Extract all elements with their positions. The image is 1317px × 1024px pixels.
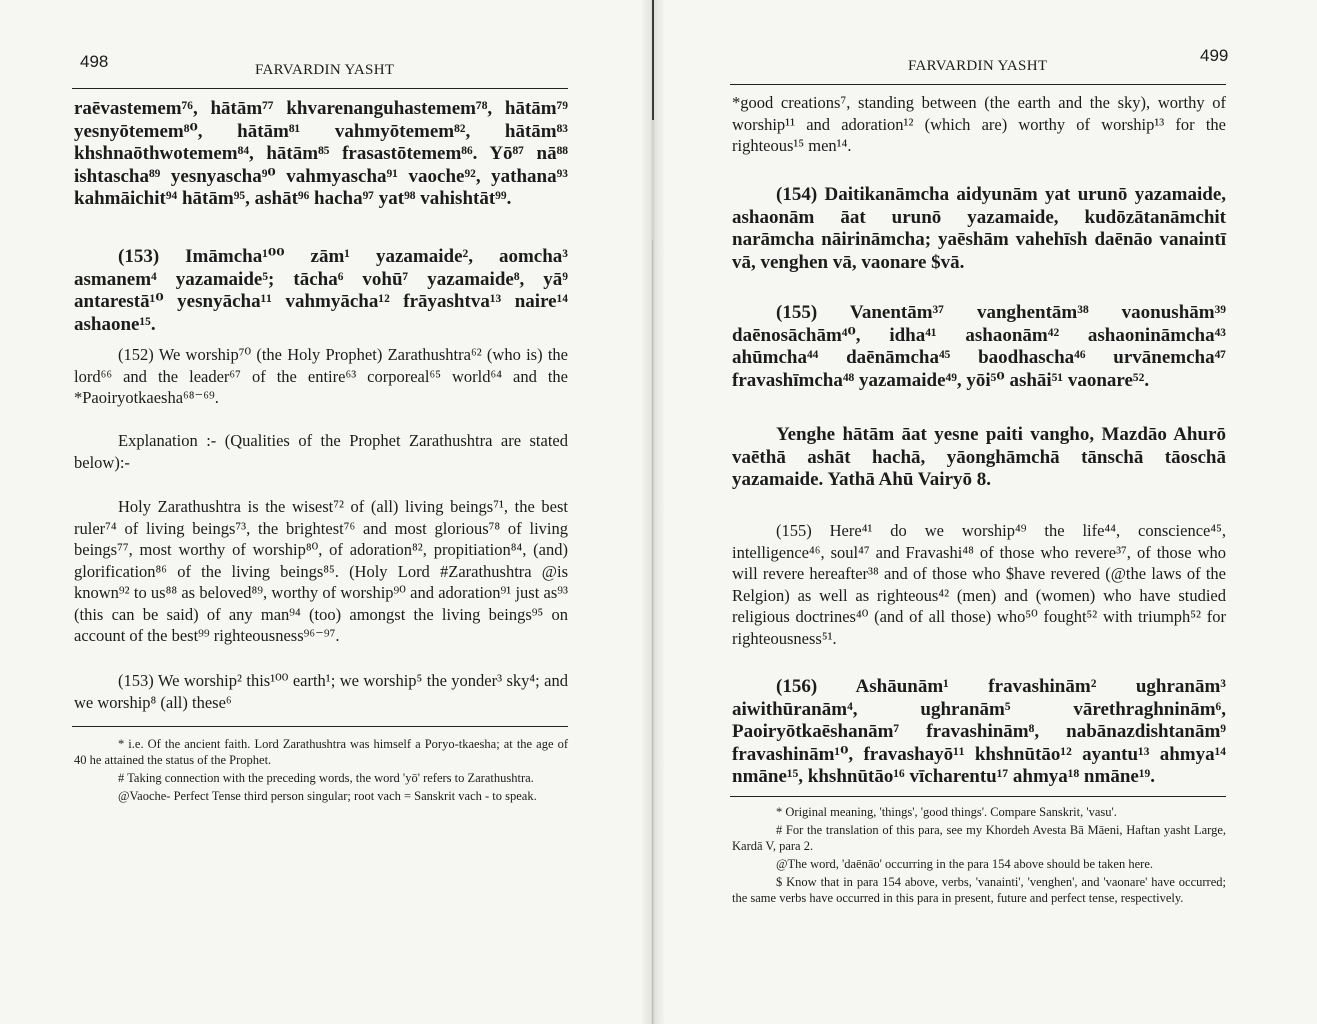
footnote-rule-left [72,726,568,727]
translation-155-paragraph: (155) Here⁴¹ do we worship⁴⁹ the life⁴⁴, conscience⁴⁵, intelligence⁴⁶, soul⁴⁷ and Fravashi⁴⁸ of those who revere³⁷, of those who will revere hereafter³⁸ and of those who $have revered (@the laws of the Relgion) as well as righteous⁴² (men) and (women) who have studied religious doctrines⁴⁰ (and of all those) who⁵⁰ fought⁵² with triumph⁵² for righteousness⁵¹. [732,521,1226,648]
explanation-body-paragraph: Holy Zarathushtra is the wisest⁷² of (all) living beings⁷¹, the best ruler⁷⁴ of living beings⁷³, the brightest⁷⁶ and most glorious⁷⁸ of living beings⁷⁷, most worthy of worship⁸⁰, of adoration⁸², propitiation⁸⁴, (and) glorification⁸⁶ of the living beings⁸⁵. (Holy Lord #Zarathushtra @is known⁹² to us⁸⁸ as beloved⁸⁹, worthy of worship⁹⁰ and adoration⁹¹ just as⁹³ (this can be said) of any man⁹⁴ (too) amongst the living beings⁹⁵ on account of the best⁹⁹ righteousness⁹⁶⁻⁹⁷. [74,497,568,645]
translation-152 [74,344,568,409]
avestan-top-paragraph: raēvastemem⁷⁶, hātām⁷⁷ khvarenanguhastemem⁷⁸, hātām⁷⁹ yesnyōtemem⁸⁰, hātām⁸¹ vahmyōtemem⁸², hātām⁸³ khshnaōthwotemem⁸⁴, hātām⁸⁵ frasastōtemem⁸⁶. Yō⁸⁷ nā⁸⁸ ishtascha⁸⁹ yesnyascha⁹⁰ vahmyascha⁹¹ vaoche⁹², yathana⁹³ kahmāichit⁹⁴ hātām⁹⁵, ashāt⁹⁶ hacha⁹⁷ yat⁹⁸ vahishtāt⁹⁹. [74,98,568,209]
avestan-155-paragraph: (155) Vanentām³⁷ vanghentām³⁸ vaonushām³⁹ daēnosāchām⁴⁰, idha⁴¹ ashaonām⁴² ashaonināmcha⁴³ ahūmcha⁴⁴ daēnāmcha⁴⁵ baodhascha⁴⁶ urvānemcha⁴⁷ fravashīmcha⁴⁸ yazamaide⁴⁹, yōi⁵⁰ ashāi⁵¹ vaonare⁵². [732,302,1226,391]
yenghe-hatam-paragraph: Yenghe hātām āat yesne paiti vangho, Mazdāo Ahurō vaēthā ashāt hachā, yāonghāmchā tānschā tāoschā yazamaide. Yathā Ahū Vairyō 8. [732,424,1226,490]
footnote-left-1: * i.e. Of the ancient faith. Lord Zarathushtra was himself a Poryo-tkaesha; at the age of 40 he attained the status of the Prophet. [74,737,568,767]
yenghe-hatam-prayer [732,424,1226,492]
page-number-left: 498 [80,52,109,71]
translation-152-paragraph: (152) We worship⁷⁰ (the Holy Prophet) Zarathushtra⁶² (who is) the lord⁶⁶ and the leader⁶⁷ of the entire⁶³ corporeal⁶⁵ world⁶⁴ and the *Paoiryotkaesha⁶⁸⁻⁶⁹. [74,345,568,407]
avestan-text-156 [732,676,1226,789]
footnotes-left [74,736,568,806]
running-head-left: FARVARDIN YASHT [255,62,395,78]
translation-153-paragraph: (153) We worship² this¹⁰⁰ earth¹; we worship⁵ the yonder³ sky⁴; and we worship⁸ (all) these⁶ [74,671,568,712]
footnote-rule-right [730,796,1226,797]
explanation-body [74,496,568,647]
footnote-left-3: @Vaoche- Perfect Tense third person singular; root vach = Sanskrit vach - to speak. [118,789,537,803]
footnotes-right [732,804,1226,908]
translation-continued [732,92,1226,157]
avestan-text-154 [732,184,1226,274]
explanation-intro-paragraph: Explanation :- (Qualities of the Prophet Zarathushtra are stated below):- [74,431,568,472]
translation-155 [732,520,1226,649]
avestan-text-top [74,98,568,211]
running-head-right: FARVARDIN YASHT [908,58,1048,74]
footnote-right-1: * Original meaning, 'things', 'good things'. Compare Sanskrit, 'vasu'. [776,805,1117,819]
footnote-right-2: # For the translation of this para, see my Khordeh Avesta Bā Māeni, Haftan yasht Large, Kardā V, para 2. [732,823,1226,853]
translation-153 [74,670,568,713]
avestan-text-153 [74,246,568,336]
explanation-intro [74,430,568,473]
footnote-right-3: @The word, 'daēnāo' occurring in the para 154 above should be taken here. [776,857,1153,871]
footnote-right-4: $ Know that in para 154 above, verbs, 'vanainti', 'venghen', and 'vaonare' have occurred; the same verbs have occurred in this para in present, future and perfect tense, respectively. [732,875,1226,905]
right-page [652,0,1317,1024]
page-number-right: 499 [1200,46,1229,65]
footnote-left-2: # Taking connection with the preceding words, the word 'yō' refers to Zarathushtra. [118,771,534,785]
avestan-153-paragraph: (153) Imāmcha¹⁰⁰ zām¹ yazamaide², aomcha³ asmanem⁴ yazamaide⁵; tācha⁶ vohū⁷ yazamaide⁸, yā⁹ antarestā¹⁰ yesnyācha¹¹ vahmyācha¹² frāyashtva¹³ naire¹⁴ ashaone¹⁵. [74,246,568,335]
header-rule-left [72,88,568,89]
left-page [0,0,652,1024]
translation-continued-paragraph: *good creations⁷, standing between (the earth and the sky), worthy of worship¹¹ and adoration¹² (which are) worthy of worship¹³ for the righteous¹⁵ men¹⁴. [732,93,1226,155]
avestan-text-155 [732,302,1226,392]
avestan-156-paragraph: (156) Ashāunām¹ fravashinām² ughranām³ aiwithūranām⁴, ughranām⁵ vārethraghninām⁶, Paoiryōtkaēshanām⁷ fravashinām⁸, nabānazdishtanām⁹ fravashinām¹⁰, fravashayō¹¹ khshnūtāo¹² ayantu¹³ ahmya¹⁴ nmāne¹⁵, khshnūtāo¹⁶ vīcharentu¹⁷ ahmya¹⁸ nmāne¹⁹. [732,676,1226,787]
header-rule-right [730,84,1226,85]
avestan-154-paragraph: (154) Daitikanāmcha aidyunām yat urunō yazamaide, ashaonām āat urunō yazamaide, kudōzātanāmchit narāmcha nāirināmcha; yaēshām vahehīsh daēnāo vanaintī vā, venghen vā, vaonare $vā. [732,184,1226,273]
